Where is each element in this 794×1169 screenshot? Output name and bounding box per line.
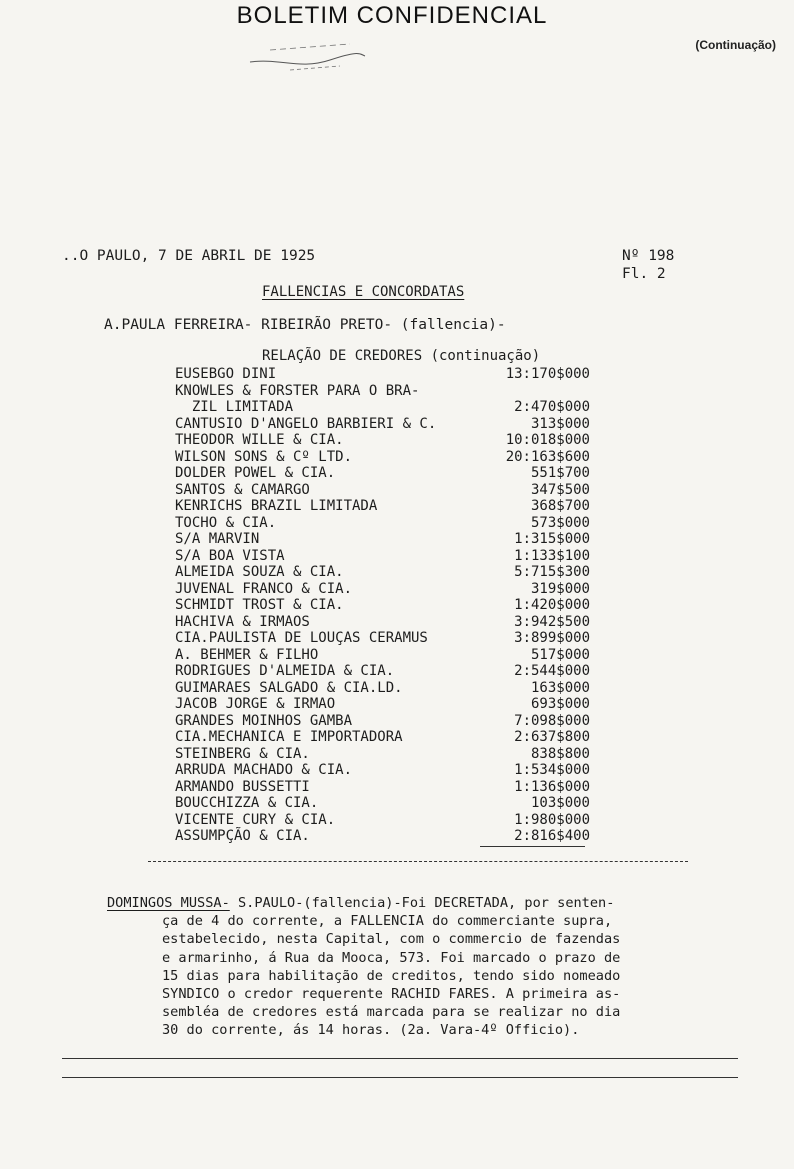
- creditor-name: THEODOR WILLE & CIA.: [175, 432, 344, 448]
- creditor-amount: 13:170$000: [505, 366, 590, 382]
- creditor-row: [175, 564, 590, 581]
- creditors-subheading: RELAÇÃO DE CREDORES (continuação): [262, 348, 541, 364]
- creditor-name: SANTOS & CAMARGO: [175, 481, 310, 498]
- creditor-row: [175, 482, 590, 499]
- case2-paragraph: [107, 894, 727, 1040]
- creditor-row: [175, 762, 590, 779]
- creditor-amount: 3:942$500: [514, 613, 590, 630]
- creditor-row: [175, 465, 590, 482]
- creditor-name: GUIMARAES SALGADO & CIA.LD.: [175, 679, 403, 696]
- creditor-row: [175, 399, 590, 416]
- creditor-name: RODRIGUES D'ALMEIDA & CIA.: [175, 663, 395, 679]
- creditor-row: [175, 779, 590, 796]
- creditor-amount: 20:163$600: [505, 448, 590, 465]
- creditor-name: ZIL LIMITADA: [175, 399, 294, 415]
- creditor-name: CIA.MECHANICA E IMPORTADORA: [175, 729, 403, 745]
- creditor-row: [175, 729, 590, 746]
- creditor-amount: 517$000: [530, 646, 590, 663]
- creditor-amount: 1:136$000: [514, 778, 590, 795]
- creditor-name: S/A MARVIN: [175, 531, 260, 547]
- creditor-name: EUSEBGO DINI: [175, 366, 277, 382]
- creditor-row: [175, 366, 590, 383]
- creditor-amount: 368$700: [530, 498, 590, 514]
- case2-heading: DOMINGOS MUSSA-: [107, 895, 230, 911]
- creditor-row: [175, 614, 590, 631]
- creditor-name: ASSUMPÇÃO & CIA.: [175, 828, 310, 844]
- creditor-name: JACOB JORGE & IRMAO: [175, 696, 336, 712]
- creditor-name: HACHIVA & IRMAOS: [175, 613, 310, 630]
- creditor-name: WILSON SONS & Cº LTD.: [175, 448, 353, 465]
- creditor-name: TOCHO & CIA.: [175, 514, 277, 531]
- creditor-amount: 1:980$000: [514, 811, 590, 828]
- case2-line: 15 dias para habilitação de creditos, tendo sido nomeado: [162, 967, 621, 984]
- creditor-amount: 1:534$000: [514, 762, 590, 778]
- creditor-amount: 2:470$000: [514, 399, 590, 415]
- creditor-name: STEINBERG & CIA.: [175, 745, 310, 762]
- creditor-amount: 5:715$300: [514, 564, 590, 580]
- creditor-amount: 347$500: [530, 481, 590, 498]
- creditor-amount: 3:899$000: [514, 630, 590, 646]
- creditor-name: KENRICHS BRAZIL LIMITADA: [175, 498, 378, 514]
- creditor-amount: 103$000: [530, 795, 590, 811]
- creditor-row: [175, 680, 590, 697]
- creditor-name: ARMANDO BUSSETTI: [175, 778, 310, 795]
- creditor-row: [175, 795, 590, 812]
- creditor-row: [175, 548, 590, 565]
- case2-line: sembléa de credores está marcada para se realizar no dia: [162, 1004, 621, 1021]
- case2-line: e armarinho, á Rua da Mooca, 573. Foi marcado o prazo de: [162, 949, 621, 966]
- creditor-amount: 163$000: [530, 679, 590, 696]
- case2-line: SYNDICO o credor requerente RACHID FARES. A primeira as-: [162, 986, 621, 1003]
- case2-line: ça de 4 do corrente, a FALLENCIA do commerciante supra,: [162, 913, 613, 930]
- creditor-name: VICENTE CURY & CIA.: [175, 811, 336, 828]
- creditor-row: [175, 663, 590, 680]
- creditor-row: [175, 828, 590, 845]
- creditor-amount: 10:018$000: [505, 432, 590, 448]
- creditor-name: BOUCCHIZZA & CIA.: [175, 795, 319, 811]
- creditor-amount: 2:544$000: [514, 663, 590, 679]
- creditor-name: S/A BOA VISTA: [175, 547, 285, 564]
- case2-line: 30 do corrente, ás 14 horas. (2a. Vara-4º Officio).: [162, 1022, 580, 1039]
- creditor-row: [175, 416, 590, 433]
- dateline: ..O PAULO, 7 DE ABRIL DE 1925: [62, 248, 316, 264]
- creditor-amount: 2:637$800: [514, 729, 590, 745]
- total-rule: [480, 846, 585, 847]
- creditor-name: CIA.PAULISTA DE LOUÇAS CERAMUS: [175, 630, 428, 646]
- bulletin-number: Nº 198: [622, 248, 675, 264]
- creditor-amount: 1:315$000: [514, 531, 590, 547]
- continuation-label: (Continuação): [695, 38, 776, 52]
- footer-rule-bottom: [62, 1077, 738, 1078]
- creditor-amount: 2:816$400: [514, 828, 590, 844]
- footer-rule-top: [62, 1058, 738, 1059]
- creditor-name: JUVENAL FRANCO & CIA.: [175, 580, 353, 597]
- creditor-row: [175, 647, 590, 664]
- document-title: BOLETIM CONFIDENCIAL: [236, 2, 548, 29]
- creditor-name: A. BEHMER & FILHO: [175, 646, 319, 663]
- creditor-name: CANTUSIO D'ANGELO BARBIERI & C.: [175, 415, 437, 432]
- creditor-amount: 838$800: [530, 745, 590, 762]
- creditor-name: KNOWLES & FORSTER PARA O BRA-: [175, 382, 420, 399]
- section-title: FALLENCIAS E CONCORDATAS: [262, 284, 465, 300]
- creditor-row: [175, 630, 590, 647]
- creditor-row: [175, 449, 590, 466]
- case2-line: S.PAULO-(fallencia)-Foi DECRETADA, por senten-: [229, 895, 615, 911]
- creditor-row: [175, 597, 590, 614]
- creditor-amount: 1:133$100: [514, 547, 590, 564]
- creditor-name: GRANDES MOINHOS GAMBA: [175, 712, 353, 729]
- creditor-name: ARRUDA MACHADO & CIA.: [175, 762, 353, 778]
- section-divider: [148, 861, 688, 862]
- creditor-amount: 1:420$000: [514, 597, 590, 613]
- creditor-name: SCHMIDT TROST & CIA.: [175, 597, 344, 613]
- header-flourish: [240, 30, 370, 80]
- creditor-row: [175, 746, 590, 763]
- creditor-row: [175, 432, 590, 449]
- creditor-row: [175, 531, 590, 548]
- creditor-amount: 551$700: [530, 465, 590, 481]
- creditor-row: [175, 713, 590, 730]
- creditor-row: [175, 581, 590, 598]
- creditor-amount: 7:098$000: [514, 712, 590, 729]
- case-heading: A.PAULA FERREIRA- RIBEIRÃO PRETO- (fallencia)-: [104, 317, 506, 333]
- creditor-row: [175, 696, 590, 713]
- creditor-name: ALMEIDA SOUZA & CIA.: [175, 564, 344, 580]
- case2-line: estabelecido, nesta Capital, com o commercio de fazendas: [162, 931, 621, 948]
- creditor-row: [175, 498, 590, 515]
- creditor-amount: 573$000: [530, 514, 590, 531]
- sheet-number: Fl. 2: [622, 266, 666, 282]
- creditor-name: DOLDER POWEL & CIA.: [175, 465, 336, 481]
- creditor-row: [175, 383, 590, 400]
- creditor-amount: 319$000: [530, 580, 590, 597]
- creditor-row: [175, 515, 590, 532]
- creditor-amount: 313$000: [530, 415, 590, 432]
- creditor-row: [175, 812, 590, 829]
- creditor-amount: 693$000: [530, 696, 590, 712]
